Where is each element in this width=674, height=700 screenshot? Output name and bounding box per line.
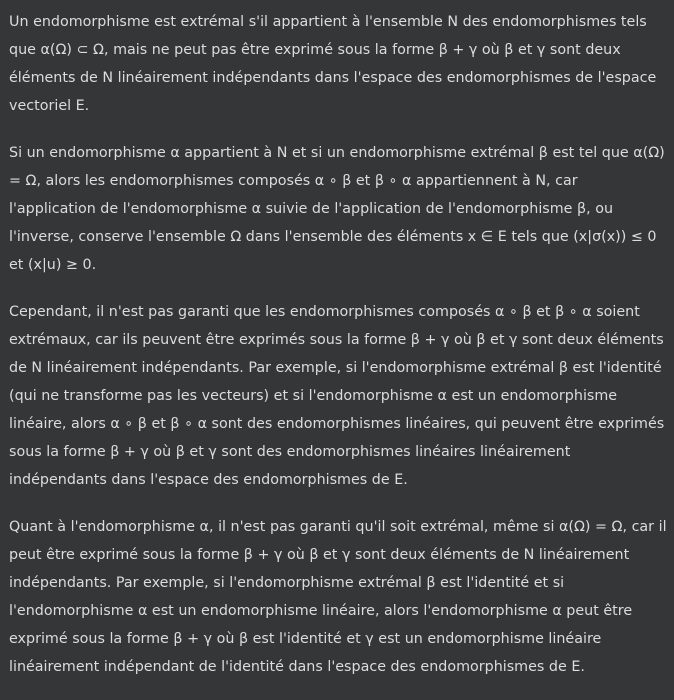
paragraph-4: Quant à l'endomorphisme α, il n'est pas garanti qu'il soit extrémal, même si α(Ω) = Ω, car il peut être exprimé sous la forme β + γ où β et γ sont deux éléments de N linéairement indépendants. Par exemple, si l'endomorphisme extrémal β est l'identité et si l'endomorphisme α est un endomorphisme linéaire, alors l'endomorphisme α peut être exprimé sous la forme β + γ où β est l'identité et γ est un endomorphisme linéaire linéairement indépendant de l'identité dans l'espace des endomorphismes de E. <box>9 519 667 675</box>
paragraph-1: Un endomorphisme est extrémal s'il appartient à l'ensemble N des endomorphismes tels que α(Ω) ⊂ Ω, mais ne peut pas être exprimé sous la forme β + γ où β et γ sont deux éléments de N linéairement indépendants dans l'espace des endomorphismes de l'espace vectoriel E. <box>9 14 657 114</box>
paragraph-3: Cependant, il n'est pas garanti que les endomorphismes composés α ∘ β et β ∘ α soient extrémaux, car ils peuvent être exprimés sous la forme β + γ où β et γ sont deux éléments de N linéairement indépendants. Par exemple, si l'endomorphisme extrémal β est l'identité (qui ne transforme pas les vecteurs) et si l'endomorphisme α est un endomorphisme linéaire, alors α ∘ β et β ∘ α sont des endomorphismes linéaires, qui peuvent être exprimés sous la forme β + γ où β et γ sont des endomorphismes linéaires linéairement indépendants dans l'espace des endomorphismes de E. <box>9 304 665 488</box>
assistant-response <box>9 8 668 700</box>
paragraph-2-text: Si un endomorphisme α appartient à N et si un endomorphisme extrémal β est tel que α(Ω) = Ω, alors les endomorphismes composés α ∘ β et β ∘ α appartiennent à N, car l'application de l'endomorphisme α suivie de l'application de l'endomorphisme β, ou l'inverse, conserve l'ensemble Ω dans l'ensemble des éléments x ∈ E tels que (x|σ(x)) ≤ 0 et (x|u) ≥ 0. <box>9 145 665 273</box>
paragraph-2 <box>9 139 668 279</box>
